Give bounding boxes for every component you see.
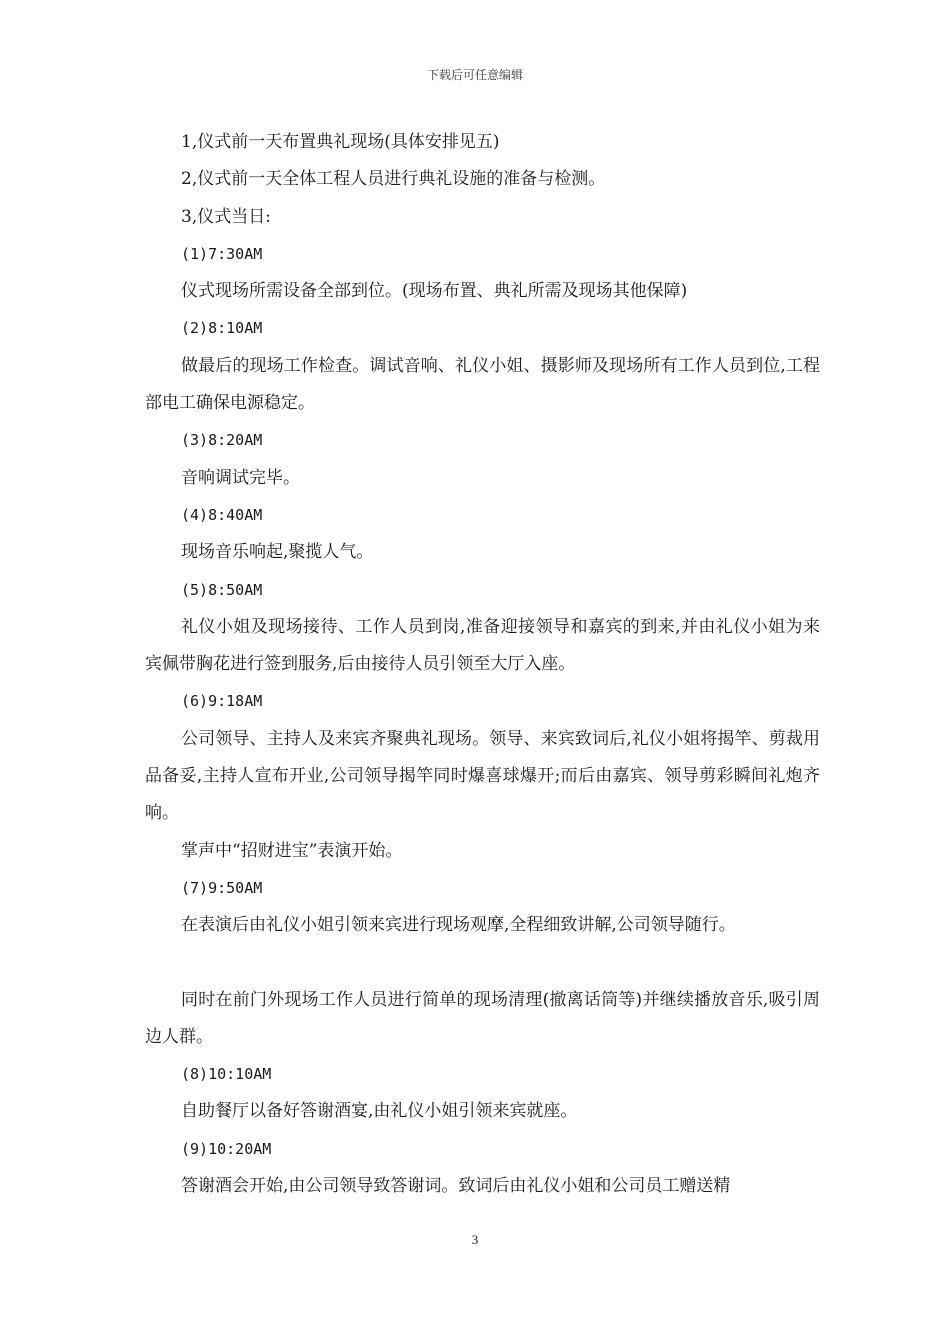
document-body <box>145 124 820 1205</box>
time-heading: (2)8:10AM <box>181 319 263 338</box>
paragraph: 公司领导、主持人及来宾齐聚典礼现场。领导、来宾致词后,礼仪小姐将揭竿、剪裁用品备妥,主持人宣布开业,公司领导揭竿同时爆喜球爆开;而后由嘉宾、领导剪彩瞬间礼炮齐响。 <box>145 728 820 824</box>
paragraph: 同时在前门外现场工作人员进行简单的现场清理(撤离话筒等)并继续播放音乐,吸引周边人群。 <box>145 989 820 1047</box>
paragraph: 在表演后由礼仪小姐引领来宾进行现场观摩,全程细致讲解,公司领导随行。 <box>181 915 736 936</box>
time-heading: (6)9:18AM <box>181 692 263 711</box>
paragraph: 2,仪式前一天全体工程人员进行典礼设施的准备与检测。 <box>181 169 606 190</box>
time-heading: (7)9:50AM <box>181 878 263 897</box>
paragraph: 掌声中“招财进宝”表演开始。 <box>181 840 403 861</box>
spacer <box>145 945 820 982</box>
paragraph: 1,仪式前一天布置典礼现场(具体安排见五) <box>181 132 500 152</box>
paragraph: 答谢酒会开始,由公司领导致答谢词。致词后由礼仪小姐和公司员工赠送精 <box>181 1176 731 1197</box>
time-heading: (5)8:50AM <box>181 580 263 599</box>
page-number: 3 <box>471 1232 479 1247</box>
paragraph: 现场音乐响起,聚揽人气。 <box>181 542 374 563</box>
paragraph: 3,仪式当日: <box>181 206 271 227</box>
time-heading: (4)8:40AM <box>181 505 263 524</box>
page-header: 下载后可任意编辑 <box>426 68 523 82</box>
time-heading: (8)10:10AM <box>181 1065 272 1084</box>
paragraph: 音响调试完毕。 <box>181 467 300 488</box>
paragraph: 礼仪小姐及现场接待、工作人员到岗,准备迎接领导和嘉宾的到来,并由礼仪小姐为来宾佩带胸花进行签到服务,后由接待人员引领至大厅入座。 <box>145 616 820 675</box>
time-heading: (1)7:30AM <box>181 244 263 263</box>
paragraph: 仪式现场所需设备全部到位。(现场布置、典礼所需及现场其他保障) <box>181 281 688 302</box>
paragraph: 自助餐厅以备好答谢酒宴,由礼仪小姐引领来宾就座。 <box>181 1101 578 1122</box>
time-heading: (9)10:20AM <box>181 1139 272 1158</box>
paragraph: 做最后的现场工作检查。调试音响、礼仪小姐、摄影师及现场所有工作人员到位,工程部电工确保电源稳定。 <box>145 355 820 414</box>
time-heading: (3)8:20AM <box>181 431 263 450</box>
